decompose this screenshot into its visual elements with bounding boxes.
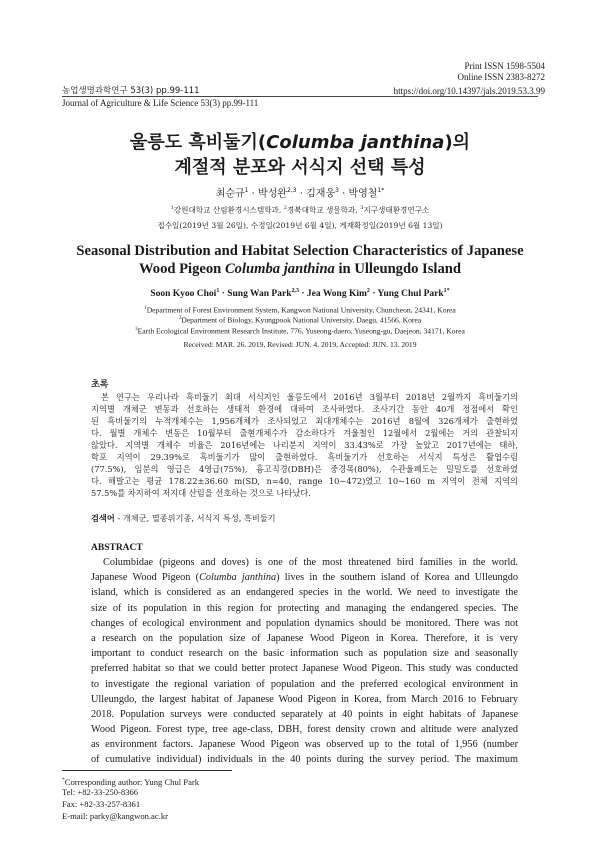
- aff-en-1-sup: 1: [144, 306, 147, 311]
- author-en-4: Yung Chul Park: [377, 289, 444, 300]
- authors-ko: [62, 184, 538, 201]
- abstract-en-line: Columbidae (pigeons and doves) is one of the most threatened bird families in the world.: [103, 557, 518, 568]
- aff-en-3-line: [62, 325, 538, 337]
- author-en-2-sup: 2,3: [291, 288, 299, 294]
- title-en-species: Columba janthina: [224, 261, 335, 277]
- online-issn: Online ISSN 2383-8272: [457, 72, 545, 82]
- author-en-4-sup: 1*: [443, 288, 450, 294]
- abstract-ko-line: 않았다. 지역별 개체수 비율은 2016년에는 나리분지 지역이 33.43%로 가장 높았고 2017년에는 태하,: [91, 440, 518, 450]
- abstract-en-body: [91, 555, 518, 768]
- aff-ko-3: 지구생태환경연구소: [363, 205, 430, 215]
- abstract-en-line: Ulleungdo, the largest habitat of Japanese Wood Pigeon in Korea, from March 2016 to February: [91, 693, 518, 705]
- author-en-1: Soon Kyoo Choi: [150, 289, 217, 300]
- author-ko-2: 박성완: [258, 188, 288, 200]
- keywords-ko: [91, 512, 276, 524]
- abstract-en-line: island, which is considered as an endangered species in the world. We need to investigate the: [91, 587, 518, 599]
- author-separator: ·: [298, 289, 307, 300]
- aff-en-3-sup: 3: [135, 327, 138, 332]
- abstract-en-line: 2018. Population surveys were conducted separately at 40 points in eight habitats of Japanese: [91, 708, 518, 720]
- abstract-en-heading: ABSTRACT: [91, 543, 143, 553]
- doi-link[interactable]: https://doi.org/10.14397/jals.2019.53.3.99: [393, 86, 545, 96]
- abstract-ko-line: 학포 지역이 29.39%로 흑비둘기가 많이 출현하였다. 흑비둘기가 선호하는 서식지 특성은 활엽수림: [91, 452, 518, 462]
- dates-ko: 접수일(2019년 3월 26일), 수정일(2019년 6월 4일), 게재확정일(2019년 6월 13일): [157, 221, 443, 230]
- aff-ko-1: 강원대학교 산림환경시스템학과,: [173, 205, 284, 215]
- footnote-tel: Tel: +82-33-250-8366: [62, 787, 139, 797]
- header-rule: [62, 96, 538, 97]
- journal-name-ko: 농업생명과학연구 53(3) pp.99-111: [62, 86, 200, 96]
- abstract-ko-heading: 초록: [91, 380, 109, 390]
- aff-en-1: Department of Forest Environment System, Kangwon National University, Chuncheon, 24341, Korea: [146, 305, 456, 315]
- abstract-ko-line: 다. 해발고는 평균 178.22±36.60 m(SD, n=40, range 10∼472)였고 10∼160 m 지역이 전체 지역의: [91, 476, 518, 486]
- aff-en-3: Earth Ecological Environment Research Institute, 776, Yuseong-daero, Yuseong-gu, Daejeon, 34171, Korea: [137, 326, 465, 336]
- author-separator: ·: [338, 188, 349, 200]
- abstract-ko-line: 지역별 개체군 변동과 선호하는 생태적 환경에 대하여 조사하였다. 조사기간 동안 40개 정점에서 확인: [91, 404, 518, 414]
- aff-en-2-line: [62, 314, 538, 326]
- title-en-pre: Wood Pigeon: [139, 261, 225, 277]
- abstract-ko-line: 된 흑비둘기의 누적개체수는 1,956개체가 조사되었고 최대개체수는 2016년 8월에 326개체가 출현하였: [91, 416, 518, 426]
- abstract-en-line: size of its population in this region for protecting and managing the endangered species. The: [91, 602, 518, 614]
- author-en-2: Sung Wan Park: [227, 289, 292, 300]
- abstract-ko-line: (77.5%), 임분의 영급은 4영급(75%), 흉고직경(DBH)은 중경목(80%), 수관울폐도는 밀밀도를 선호하였: [91, 464, 518, 474]
- author-separator: ·: [219, 289, 228, 300]
- footnote-corresponding: [62, 775, 199, 788]
- abstract-en-line: Japanese Wood Pigeon (Columba janthina) lives in the southern island of Korea and Ulleungdo: [91, 572, 518, 584]
- abstract-en-line: Wood Pigeon. Forest type, tree age-class, DBH, forest density crown and altitude were analyzed: [91, 724, 518, 736]
- title-ko-pre: 울릉도 흑비둘기(: [129, 132, 267, 153]
- author-en-3-sup: 2: [366, 288, 370, 294]
- abstract-en-line: changes of ecological environment and population dynamics should be monitored. There was not: [91, 617, 518, 629]
- author-en-3: Jea Wong Kim: [306, 289, 367, 300]
- aff-en-2-sup: 2: [178, 316, 182, 321]
- author-ko-4-sup: 1*: [377, 187, 385, 194]
- aff-ko-2-sup: 2: [283, 205, 287, 211]
- author-ko-3-sup: 3: [335, 187, 339, 194]
- footnote-corresponding-text: Corresponding author: Yung Chul Park: [64, 776, 200, 787]
- author-ko-3: 김재웅: [306, 188, 336, 200]
- dates-en: Received: MAR. 26. 2019, Revised: JUN. 4. 2019, Accepted: JUN. 13. 2019: [183, 340, 417, 349]
- aff-ko-2: 경북대학교 생물학과,: [286, 205, 361, 215]
- title-en-line2: [62, 258, 538, 280]
- title-en-post: in Ulleungdo Island: [334, 261, 461, 277]
- author-ko-2-sup: 2,3: [287, 187, 297, 194]
- abstract-ko-line: 본 연구는 우리나라 흑비둘기 최대 서식지인 울릉도에서 2016년 3월부터 2018년 2월까지 흑비둘기의: [101, 392, 518, 402]
- species-name: Columba janthina: [199, 572, 277, 584]
- keywords-label: 검색어: [91, 513, 115, 523]
- title-ko-line1: [62, 130, 538, 156]
- author-ko-4: 박영철: [348, 188, 378, 200]
- author-separator: ·: [248, 188, 259, 200]
- abstract-ko-line: 다. 월별 개체수 변동은 10월부터 출현개체수가 감소하다가 겨울철인 12월에서 2월에는 거의 관찰되지: [91, 428, 518, 438]
- author-separator: ·: [296, 188, 307, 200]
- abstract-en-line: to investigate the regional variation of population and the preferred ecological environment in: [91, 678, 518, 690]
- title-en-line1: Seasonal Distribution and Habitat Selection Characteristics of Japanese: [76, 243, 524, 259]
- footnote-sup: *: [62, 777, 65, 783]
- footnote-fax: Fax: +82-33-257-8361: [62, 799, 141, 809]
- abstract-en-line: as environment factors. Japanese Wood Pigeon was observed up to the total of 1,956 (number: [91, 739, 518, 751]
- title-ko-post: )의: [444, 132, 471, 153]
- aff-ko-3-sup: 3: [360, 205, 364, 211]
- author-ko-1-sup: 1: [244, 187, 249, 194]
- abstract-en-line: preferred habitat so that we could better protect Japanese Wood Pigeon. This study was conducted: [91, 663, 518, 675]
- footnote-email[interactable]: E-mail: parky@kangwon.ac.kr: [62, 811, 168, 821]
- abstract-en-line: of cumulative individual) individuals in the 40 points during the survey period. The maximum: [91, 754, 518, 766]
- journal-name-en: Journal of Agriculture & Life Science 53(3) pp.99-111: [62, 98, 259, 108]
- keywords-list: - 개체군, 멸종위기종, 서식지 특성, 흑비둘기: [114, 513, 276, 523]
- author-ko-1: 최순규: [215, 188, 245, 200]
- abstract-ko-line: 57.5%를 차지하여 저지대 산림을 선호하는 것으로 나타났다.: [91, 488, 311, 498]
- footnote-rule: [62, 770, 232, 771]
- aff-en-2: Department of Biology, Kyungpook National University, Daegu, 41566, Korea: [181, 315, 422, 325]
- author-separator: ·: [369, 289, 378, 300]
- abstract-en-line: important to conduct research on the basic information such as population size and seasonally: [91, 648, 518, 660]
- abstract-ko-body: [91, 391, 518, 499]
- aff-ko-1-sup: 1: [170, 205, 174, 211]
- affiliations-ko: [62, 203, 538, 216]
- authors-en: [62, 285, 538, 300]
- print-issn: Print ISSN 1598-5504: [464, 61, 545, 71]
- title-ko-species: Columba janthina: [266, 132, 445, 153]
- abstract-en-line: a research on the population size of Japanese Wood Pigeon in Korea. Therefore, it is very: [91, 632, 518, 644]
- author-en-1-sup: 1: [216, 288, 220, 294]
- title-ko-line2: 계절적 분포와 서식지 선택 특성: [174, 157, 426, 178]
